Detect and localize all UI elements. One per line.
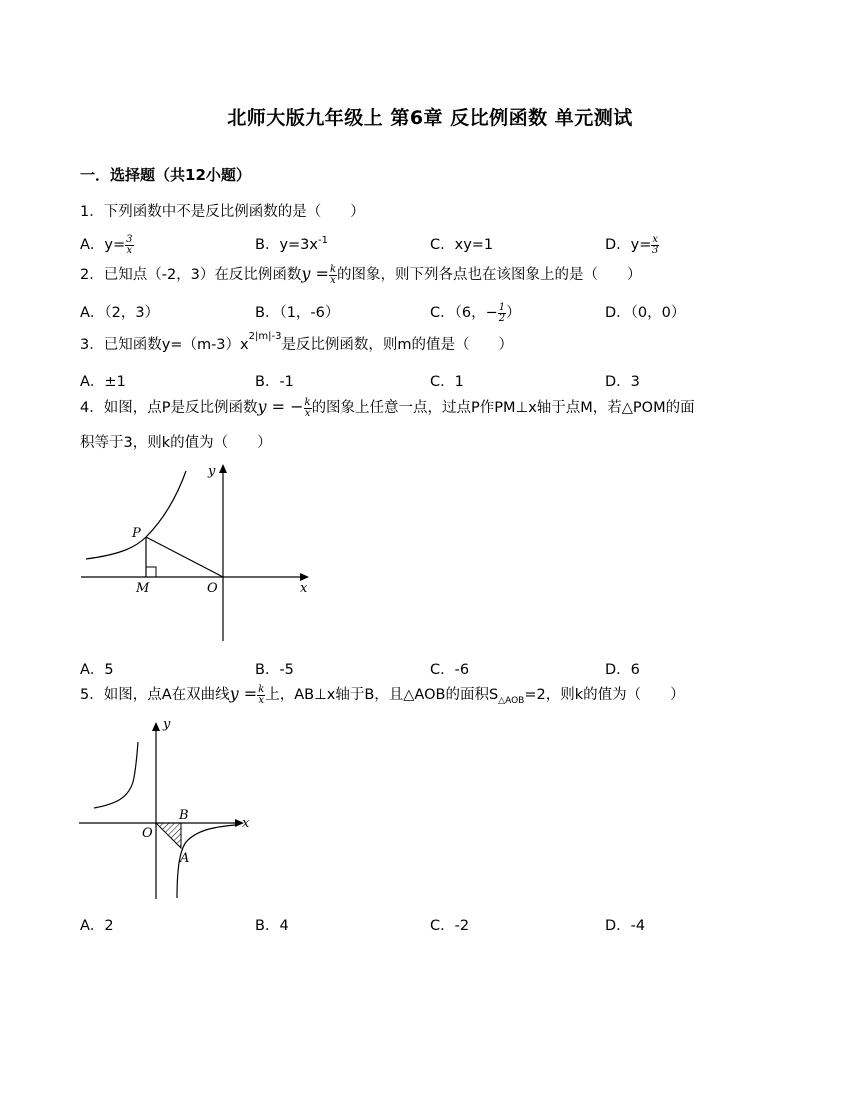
option-5d: D．-4 <box>605 918 646 934</box>
label-p: P <box>132 526 141 541</box>
option-1a: A．y= $\frac{3}{x}$ <box>80 233 133 256</box>
hyperbola-curve <box>86 471 186 559</box>
label-x: x <box>242 816 250 831</box>
question-2-stem: 2．已知点（-2，3）在反比例函数y = $\frac{k}{x}$ 的图象，则下列各点也在该图象上的是（ ） <box>80 263 642 286</box>
option-5b: B．4 <box>255 918 289 934</box>
question-1-options <box>80 233 800 255</box>
question-4-options <box>80 658 800 680</box>
option-1d: D．y= $\frac{x}{3}$ <box>605 233 659 256</box>
right-angle-mark <box>146 567 156 577</box>
option-4b: B．-5 <box>255 662 294 678</box>
option-1b: B．$y=3x^{-1}$ <box>255 235 328 253</box>
option-2c: C．（6，− $\frac{1}{2}$ ） <box>430 301 521 324</box>
label-b: B <box>179 808 189 823</box>
option-2d: D．（0，0） <box>605 305 686 321</box>
option-5c: C．-2 <box>430 918 470 934</box>
label-o: O <box>207 581 218 596</box>
question-3-stem: 3．已知函数$y=(m-3)x^{2|m|-3}$是反比例函数，则m的值是（ ） <box>80 331 514 353</box>
question-3-options <box>80 370 800 392</box>
y-axis-arrow-icon <box>219 464 227 473</box>
question-4-stem-cont: 积等于3，则k的值为（ ） <box>80 435 272 451</box>
triangle-aob <box>156 823 181 848</box>
question-4-stem: 4．如图，点P是反比例函数y = − $\frac{k}{x}$ 的图象上任意一点，过点P作PM⊥x轴于点M，若△POM的面 <box>80 396 695 419</box>
question-2-options <box>80 301 800 323</box>
question-5-options <box>80 914 800 936</box>
option-2b: B．（1，-6） <box>255 305 340 321</box>
x-axis-arrow-icon <box>300 573 309 581</box>
label-x: x <box>300 581 308 596</box>
label-o: O <box>142 826 153 841</box>
label-m: M <box>136 581 150 596</box>
label-a: A <box>180 851 190 866</box>
segment-po <box>146 537 223 577</box>
option-5a: A．2 <box>80 918 114 934</box>
option-3d: D．3 <box>605 374 640 390</box>
option-4a: A．5 <box>80 662 114 678</box>
label-y: y <box>163 717 171 732</box>
figure-5 <box>76 712 266 907</box>
option-2a: A．（2，3） <box>80 305 160 321</box>
question-1-stem: 1．下列函数中不是反比例函数的是（ ） <box>80 204 365 220</box>
option-4c: C．-6 <box>430 662 470 678</box>
option-3b: B．-1 <box>255 374 294 390</box>
page-title: 北师大版九年级上 第6章 反比例函数 单元测试 <box>227 107 633 129</box>
label-y: y <box>208 464 216 479</box>
option-1c: C．xy=1 <box>430 237 494 253</box>
hyperbola-branch-upper <box>94 742 138 808</box>
y-axis-arrow-icon <box>152 722 160 731</box>
option-3c: C．1 <box>430 374 464 390</box>
question-5-stem: 5．如图，点A在双曲线y = $\frac{k}{x}$ 上，AB⊥x轴于B，且△AOB的面积$S_{\triangle AOB}=2$，则k的值为（ ） <box>80 683 685 706</box>
figure-4 <box>76 456 326 646</box>
option-4d: D．6 <box>605 662 640 678</box>
option-3a: A．±1 <box>80 374 126 390</box>
section-heading: 一．选择题（共12小题） <box>80 166 251 184</box>
